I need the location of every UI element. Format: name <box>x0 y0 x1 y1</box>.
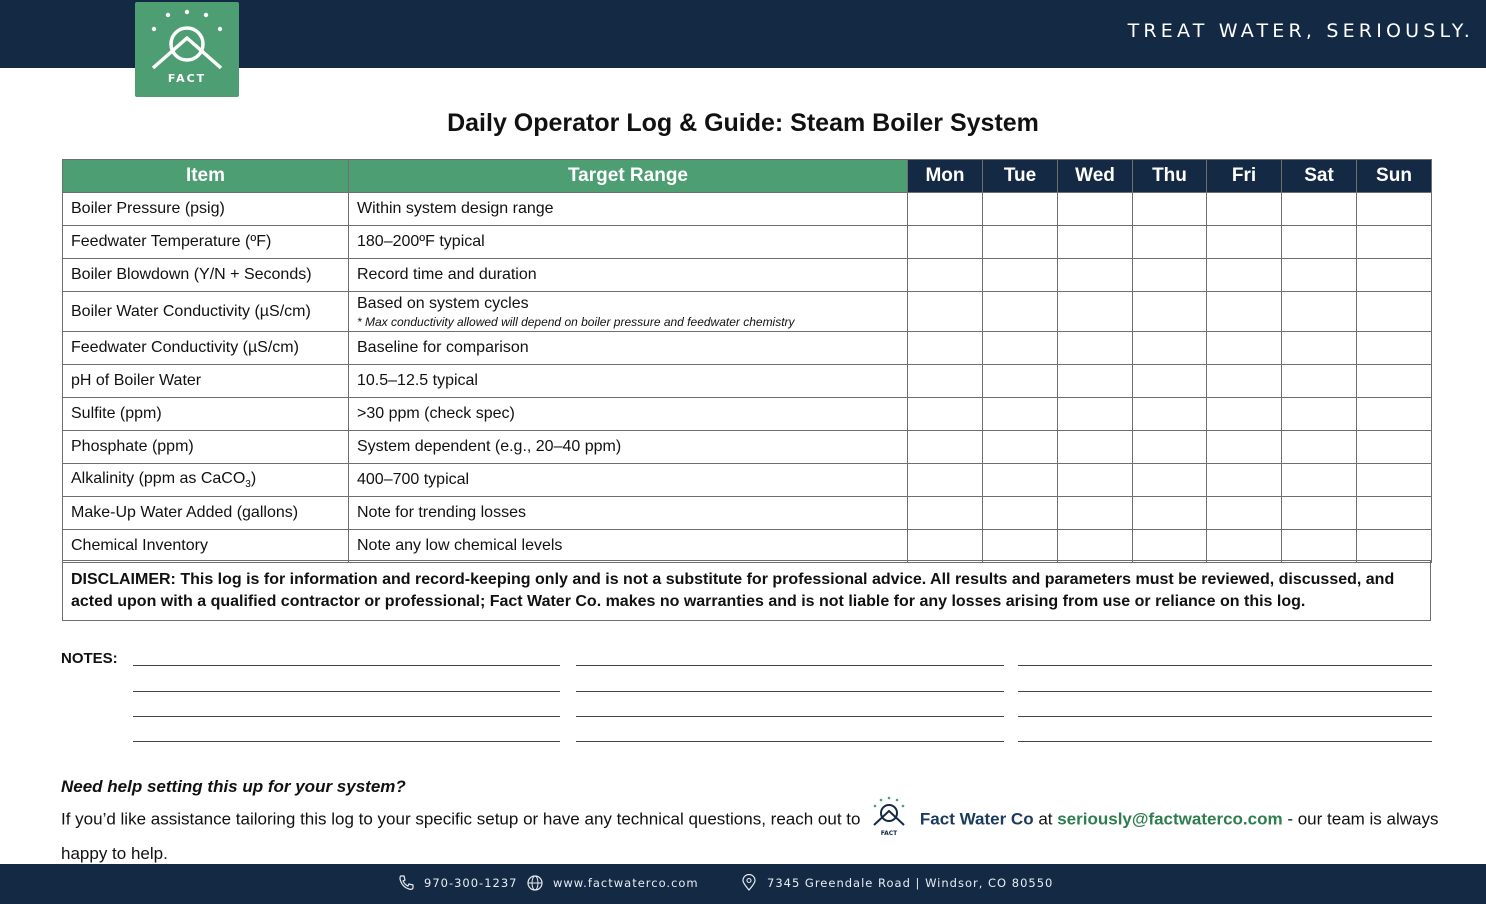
col-header-item: Item <box>63 160 349 193</box>
target-label: System dependent (e.g., 20–40 ppm) <box>357 438 622 455</box>
entry-cell-mon[interactable] <box>908 497 983 530</box>
entry-cell-wed[interactable] <box>1058 292 1133 332</box>
entry-cell-fri[interactable] <box>1207 530 1282 563</box>
brand-name: Fact Water Co <box>919 809 1034 829</box>
col-header-thu: Thu <box>1133 160 1207 193</box>
entry-cell-wed[interactable] <box>1058 530 1133 563</box>
entry-cell-thu[interactable] <box>1133 431 1207 464</box>
table-row <box>63 398 1432 431</box>
notes-label: NOTES: <box>61 650 118 667</box>
item-label: Phosphate (ppm) <box>71 438 194 455</box>
entry-cell-sat[interactable] <box>1282 193 1357 226</box>
entry-cell-sun[interactable] <box>1357 497 1432 530</box>
entry-cell-fri[interactable] <box>1207 464 1282 497</box>
target-cell <box>349 292 908 332</box>
entry-cell-wed[interactable] <box>1058 226 1133 259</box>
col-header-wed: Wed <box>1058 160 1133 193</box>
entry-cell-sun[interactable] <box>1357 530 1432 563</box>
entry-cell-tue[interactable] <box>983 193 1058 226</box>
item-cell <box>63 431 349 464</box>
notes-line[interactable] <box>1018 716 1432 717</box>
target-cell <box>349 530 908 563</box>
table-row <box>63 292 1432 332</box>
entry-cell-thu[interactable] <box>1133 398 1207 431</box>
entry-cell-wed[interactable] <box>1058 259 1133 292</box>
table-row <box>63 365 1432 398</box>
entry-cell-sat[interactable] <box>1282 226 1357 259</box>
entry-cell-wed[interactable] <box>1058 464 1133 497</box>
item-label: Feedwater Temperature (ºF) <box>71 233 272 250</box>
footer-address: 7345 Greendale Road | Windsor, CO 80550 <box>767 876 1054 890</box>
target-cell <box>349 259 908 292</box>
footer-bar <box>0 864 1486 904</box>
col-header-fri: Fri <box>1207 160 1282 193</box>
entry-cell-sun[interactable] <box>1357 365 1432 398</box>
item-label: Sulfite (ppm) <box>71 405 162 422</box>
fact-logo <box>135 2 239 97</box>
table-row <box>63 193 1432 226</box>
entry-cell-thu[interactable] <box>1133 292 1207 332</box>
entry-cell-wed[interactable] <box>1058 365 1133 398</box>
help-body-start: If you’d like assistance tailoring this log to your specific setup or have any technical questions, reach out to <box>61 809 861 829</box>
entry-cell-fri[interactable] <box>1207 292 1282 332</box>
target-label: Note any low chemical levels <box>357 537 563 554</box>
entry-cell-mon[interactable] <box>908 464 983 497</box>
table-row <box>63 497 1432 530</box>
entry-cell-fri[interactable] <box>1207 226 1282 259</box>
entry-cell-sun[interactable] <box>1357 193 1432 226</box>
item-cell <box>63 398 349 431</box>
notes-line[interactable] <box>1018 665 1432 666</box>
notes-line[interactable] <box>576 741 1004 742</box>
table-row <box>63 332 1432 365</box>
target-label: Record time and duration <box>357 266 537 283</box>
entry-cell-thu[interactable] <box>1133 464 1207 497</box>
target-label: 180–200ºF typical <box>357 233 485 250</box>
entry-cell-tue[interactable] <box>983 365 1058 398</box>
entry-cell-tue[interactable] <box>983 530 1058 563</box>
entry-cell-mon[interactable] <box>908 332 983 365</box>
disclaimer: DISCLAIMER: This log is for information and record-keeping only and is not a substitute for professional advice. All results and parameters must be reviewed, discussed, and acted upon with a qualified contractor or professional; Fact Water Co. makes no warranties and is not liable for any losses arising from use or reliance on this log. <box>62 560 1431 621</box>
entry-cell-fri[interactable] <box>1207 398 1282 431</box>
globe-icon <box>526 874 544 892</box>
entry-cell-fri[interactable] <box>1207 259 1282 292</box>
tagline: TREAT WATER, SERIOUSLY. <box>1127 20 1474 42</box>
entry-cell-thu[interactable] <box>1133 530 1207 563</box>
entry-cell-mon[interactable] <box>908 226 983 259</box>
entry-cell-sat[interactable] <box>1282 464 1357 497</box>
entry-cell-tue[interactable] <box>983 398 1058 431</box>
entry-cell-wed[interactable] <box>1058 431 1133 464</box>
target-cell <box>349 365 908 398</box>
footer-phone: 970-300-1237 <box>424 876 518 890</box>
target-label: Note for trending losses <box>357 504 526 521</box>
entry-cell-thu[interactable] <box>1133 497 1207 530</box>
target-cell <box>349 398 908 431</box>
item-label: Boiler Blowdown (Y/N + Seconds) <box>71 266 312 283</box>
item-cell <box>63 464 349 497</box>
target-label: Within system design range <box>357 200 554 217</box>
item-label: pH of Boiler Water <box>71 372 202 389</box>
item-subscript: 3 <box>245 479 251 491</box>
entry-cell-mon[interactable] <box>908 365 983 398</box>
target-label: Baseline for comparison <box>357 339 529 356</box>
target-cell <box>349 464 908 497</box>
entry-cell-thu[interactable] <box>1133 332 1207 365</box>
entry-cell-sat[interactable] <box>1282 431 1357 464</box>
entry-cell-fri[interactable] <box>1207 332 1282 365</box>
entry-cell-thu[interactable] <box>1133 226 1207 259</box>
help-at: at <box>1033 809 1058 829</box>
item-label: Make-Up Water Added (gallons) <box>71 504 299 521</box>
notes-line[interactable] <box>576 716 1004 717</box>
col-header-tue: Tue <box>983 160 1058 193</box>
item-cell <box>63 497 349 530</box>
notes-line[interactable] <box>576 665 1004 666</box>
entry-cell-sun[interactable] <box>1357 431 1432 464</box>
item-cell <box>63 193 349 226</box>
entry-cell-fri[interactable] <box>1207 497 1282 530</box>
help-body-end: - our team is always happy to help. <box>61 809 1439 863</box>
col-header-mon: Mon <box>908 160 983 193</box>
entry-cell-sun[interactable] <box>1357 259 1432 292</box>
item-cell <box>63 530 349 563</box>
entry-cell-mon[interactable] <box>908 193 983 226</box>
contact-email-link[interactable]: seriously@factwaterco.com <box>1057 809 1283 829</box>
item-cell <box>63 365 349 398</box>
table-row <box>63 226 1432 259</box>
col-header-sat: Sat <box>1282 160 1357 193</box>
entry-cell-sat[interactable] <box>1282 259 1357 292</box>
target-footnote: * Max conductivity allowed will depend on boiler pressure and feedwater chemistry <box>357 314 795 329</box>
entry-cell-wed[interactable] <box>1058 497 1133 530</box>
entry-cell-wed[interactable] <box>1058 398 1133 431</box>
item-cell <box>63 259 349 292</box>
target-label: >30 ppm (check spec) <box>357 405 515 422</box>
table-body <box>63 193 1432 563</box>
target-cell <box>349 497 908 530</box>
entry-cell-sat[interactable] <box>1282 365 1357 398</box>
target-cell <box>349 431 908 464</box>
entry-cell-mon[interactable] <box>908 530 983 563</box>
item-cell <box>63 226 349 259</box>
item-cell <box>63 292 349 332</box>
entry-cell-sat[interactable] <box>1282 497 1357 530</box>
entry-cell-mon[interactable] <box>908 292 983 332</box>
notes-line[interactable] <box>133 665 560 666</box>
entry-cell-thu[interactable] <box>1133 193 1207 226</box>
item-label: Alkalinity (ppm as CaCO <box>71 469 246 487</box>
target-label: 10.5–12.5 typical <box>357 372 478 389</box>
entry-cell-tue[interactable] <box>983 259 1058 292</box>
target-cell <box>349 226 908 259</box>
table-header-row <box>63 160 1432 193</box>
help-body <box>61 798 1441 866</box>
entry-cell-tue[interactable] <box>983 332 1058 365</box>
entry-cell-thu[interactable] <box>1133 365 1207 398</box>
entry-cell-fri[interactable] <box>1207 365 1282 398</box>
item-label: Chemical Inventory <box>71 537 208 554</box>
entry-cell-fri[interactable] <box>1207 193 1282 226</box>
col-header-target: Target Range <box>349 160 908 193</box>
notes-line[interactable] <box>576 691 1004 692</box>
footer-website-link[interactable]: www.factwaterco.com <box>553 876 699 890</box>
entry-cell-sat[interactable] <box>1282 332 1357 365</box>
entry-cell-tue[interactable] <box>983 226 1058 259</box>
fact-mini-logo-icon <box>869 794 909 838</box>
notes-line[interactable] <box>133 716 560 717</box>
target-cell <box>349 193 908 226</box>
table-row <box>63 464 1432 497</box>
entry-cell-fri[interactable] <box>1207 431 1282 464</box>
notes-line[interactable] <box>1018 691 1432 692</box>
entry-cell-tue[interactable] <box>983 497 1058 530</box>
entry-cell-tue[interactable] <box>983 431 1058 464</box>
entry-cell-sun[interactable] <box>1357 398 1432 431</box>
entry-cell-tue[interactable] <box>983 464 1058 497</box>
notes-line[interactable] <box>133 691 560 692</box>
target-label: Based on system cycles <box>357 294 529 312</box>
target-label: 400–700 typical <box>357 471 470 488</box>
operator-log-table <box>62 159 1432 563</box>
entry-cell-wed[interactable] <box>1058 193 1133 226</box>
item-label: Boiler Water Conductivity (µS/cm) <box>71 302 311 320</box>
item-label-end: ) <box>250 469 257 487</box>
target-cell <box>349 332 908 365</box>
notes-line[interactable] <box>1018 741 1432 742</box>
entry-cell-wed[interactable] <box>1058 332 1133 365</box>
location-pin-icon <box>741 874 757 892</box>
entry-cell-tue[interactable] <box>983 292 1058 332</box>
entry-cell-sat[interactable] <box>1282 530 1357 563</box>
entry-cell-sun[interactable] <box>1357 332 1432 365</box>
notes-line[interactable] <box>133 741 560 742</box>
table-row <box>63 431 1432 464</box>
entry-cell-mon[interactable] <box>908 398 983 431</box>
help-title: Need help setting this up for your system? <box>61 777 406 796</box>
item-label: Feedwater Conductivity (µS/cm) <box>71 339 299 356</box>
entry-cell-sun[interactable] <box>1357 292 1432 332</box>
table-row <box>63 259 1432 292</box>
page-title: Daily Operator Log & Guide: Steam Boiler System <box>447 109 1039 137</box>
logo-text: FACT <box>167 72 207 85</box>
entry-cell-mon[interactable] <box>908 259 983 292</box>
entry-cell-sun[interactable] <box>1357 226 1432 259</box>
entry-cell-sun[interactable] <box>1357 464 1432 497</box>
entry-cell-thu[interactable] <box>1133 259 1207 292</box>
entry-cell-sat[interactable] <box>1282 292 1357 332</box>
mini-logo-text: FACT <box>880 830 898 837</box>
item-label: Boiler Pressure (psig) <box>71 200 225 217</box>
entry-cell-sat[interactable] <box>1282 398 1357 431</box>
phone-icon <box>397 874 415 892</box>
table-row <box>63 530 1432 563</box>
col-header-sun: Sun <box>1357 160 1432 193</box>
item-cell <box>63 332 349 365</box>
entry-cell-mon[interactable] <box>908 431 983 464</box>
